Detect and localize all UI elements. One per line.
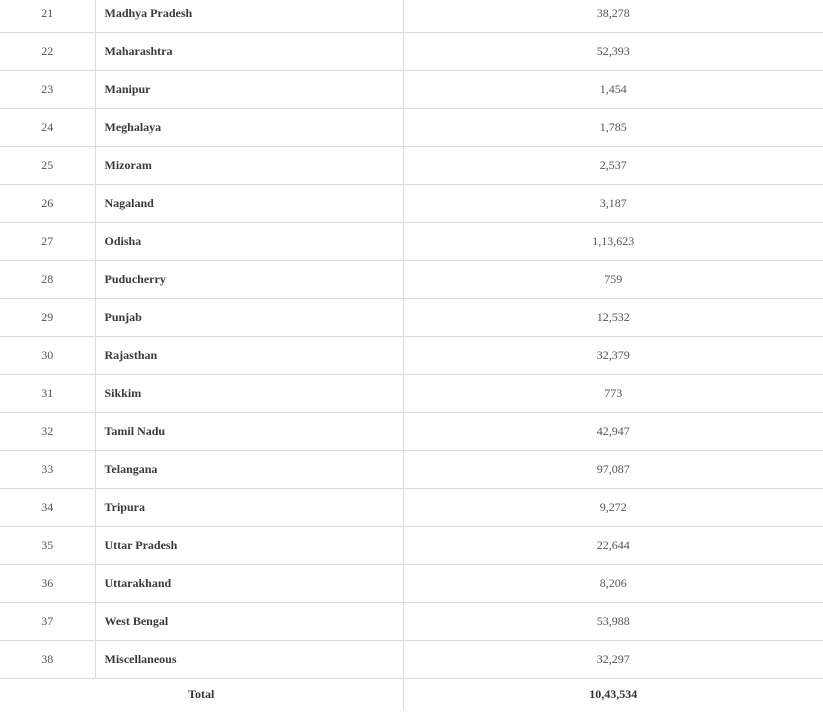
table-row bbox=[0, 641, 823, 679]
serial-number-cell: 29 bbox=[0, 299, 95, 337]
serial-number-cell: 34 bbox=[0, 489, 95, 527]
count-cell: 1,785 bbox=[403, 109, 823, 147]
table-row bbox=[0, 565, 823, 603]
table-row bbox=[0, 603, 823, 641]
serial-number-cell: 30 bbox=[0, 337, 95, 375]
state-name-cell: Rajasthan bbox=[95, 337, 403, 375]
count-cell: 1,454 bbox=[403, 71, 823, 109]
serial-number-cell: 38 bbox=[0, 641, 95, 679]
serial-number-cell: 25 bbox=[0, 147, 95, 185]
count-cell: 8,206 bbox=[403, 565, 823, 603]
state-name-cell: Miscellaneous bbox=[95, 641, 403, 679]
serial-number-cell: 23 bbox=[0, 71, 95, 109]
state-name-cell: Odisha bbox=[95, 223, 403, 261]
count-cell: 2,537 bbox=[403, 147, 823, 185]
total-row bbox=[0, 679, 823, 710]
table-row bbox=[0, 71, 823, 109]
state-name-cell: Manipur bbox=[95, 71, 403, 109]
serial-number-cell: 27 bbox=[0, 223, 95, 261]
state-name-cell: Madhya Pradesh bbox=[95, 0, 403, 33]
table-row bbox=[0, 337, 823, 375]
count-cell: 773 bbox=[403, 375, 823, 413]
count-cell: 53,988 bbox=[403, 603, 823, 641]
table-row bbox=[0, 185, 823, 223]
count-cell: 52,393 bbox=[403, 33, 823, 71]
serial-number-cell: 35 bbox=[0, 527, 95, 565]
state-name-cell: Nagaland bbox=[95, 185, 403, 223]
serial-number-cell: 33 bbox=[0, 451, 95, 489]
state-name-cell: Meghalaya bbox=[95, 109, 403, 147]
state-name-cell: Puducherry bbox=[95, 261, 403, 299]
total-value-cell: 10,43,534 bbox=[589, 686, 638, 701]
count-cell: 32,297 bbox=[403, 641, 823, 679]
table-row bbox=[0, 261, 823, 299]
state-name-cell: Maharashtra bbox=[95, 33, 403, 71]
table-row bbox=[0, 109, 823, 147]
state-name-cell: West Bengal bbox=[95, 603, 403, 641]
state-name-cell: Mizoram bbox=[95, 147, 403, 185]
count-cell: 22,644 bbox=[403, 527, 823, 565]
count-cell: 759 bbox=[403, 261, 823, 299]
serial-number-cell: 28 bbox=[0, 261, 95, 299]
table-row bbox=[0, 223, 823, 261]
count-cell: 3,187 bbox=[403, 185, 823, 223]
state-name-cell: Telangana bbox=[95, 451, 403, 489]
state-name-cell: Punjab bbox=[95, 299, 403, 337]
serial-number-cell: 37 bbox=[0, 603, 95, 641]
table-row bbox=[0, 33, 823, 71]
serial-number-cell: 26 bbox=[0, 185, 95, 223]
count-cell: 9,272 bbox=[403, 489, 823, 527]
count-cell: 38,278 bbox=[403, 0, 823, 33]
count-cell: 97,087 bbox=[403, 451, 823, 489]
table-row bbox=[0, 527, 823, 565]
table-row bbox=[0, 0, 823, 33]
state-name-cell: Uttar Pradesh bbox=[95, 527, 403, 565]
serial-number-cell: 31 bbox=[0, 375, 95, 413]
state-name-cell: Sikkim bbox=[95, 375, 403, 413]
count-cell: 42,947 bbox=[403, 413, 823, 451]
serial-number-cell: 32 bbox=[0, 413, 95, 451]
count-cell: 1,13,623 bbox=[403, 223, 823, 261]
table-row bbox=[0, 147, 823, 185]
serial-number-cell: 22 bbox=[0, 33, 95, 71]
table-row bbox=[0, 451, 823, 489]
total-label-cell: Total bbox=[0, 679, 403, 710]
state-name-cell: Uttarakhand bbox=[95, 565, 403, 603]
table-row bbox=[0, 375, 823, 413]
table-row bbox=[0, 299, 823, 337]
table-row bbox=[0, 489, 823, 527]
count-cell: 12,532 bbox=[403, 299, 823, 337]
state-name-cell: Tamil Nadu bbox=[95, 413, 403, 451]
serial-number-cell: 21 bbox=[0, 0, 95, 33]
state-name-cell: Tripura bbox=[95, 489, 403, 527]
serial-number-cell: 24 bbox=[0, 109, 95, 147]
count-cell: 32,379 bbox=[403, 337, 823, 375]
table-row bbox=[0, 413, 823, 451]
serial-number-cell: 36 bbox=[0, 565, 95, 603]
